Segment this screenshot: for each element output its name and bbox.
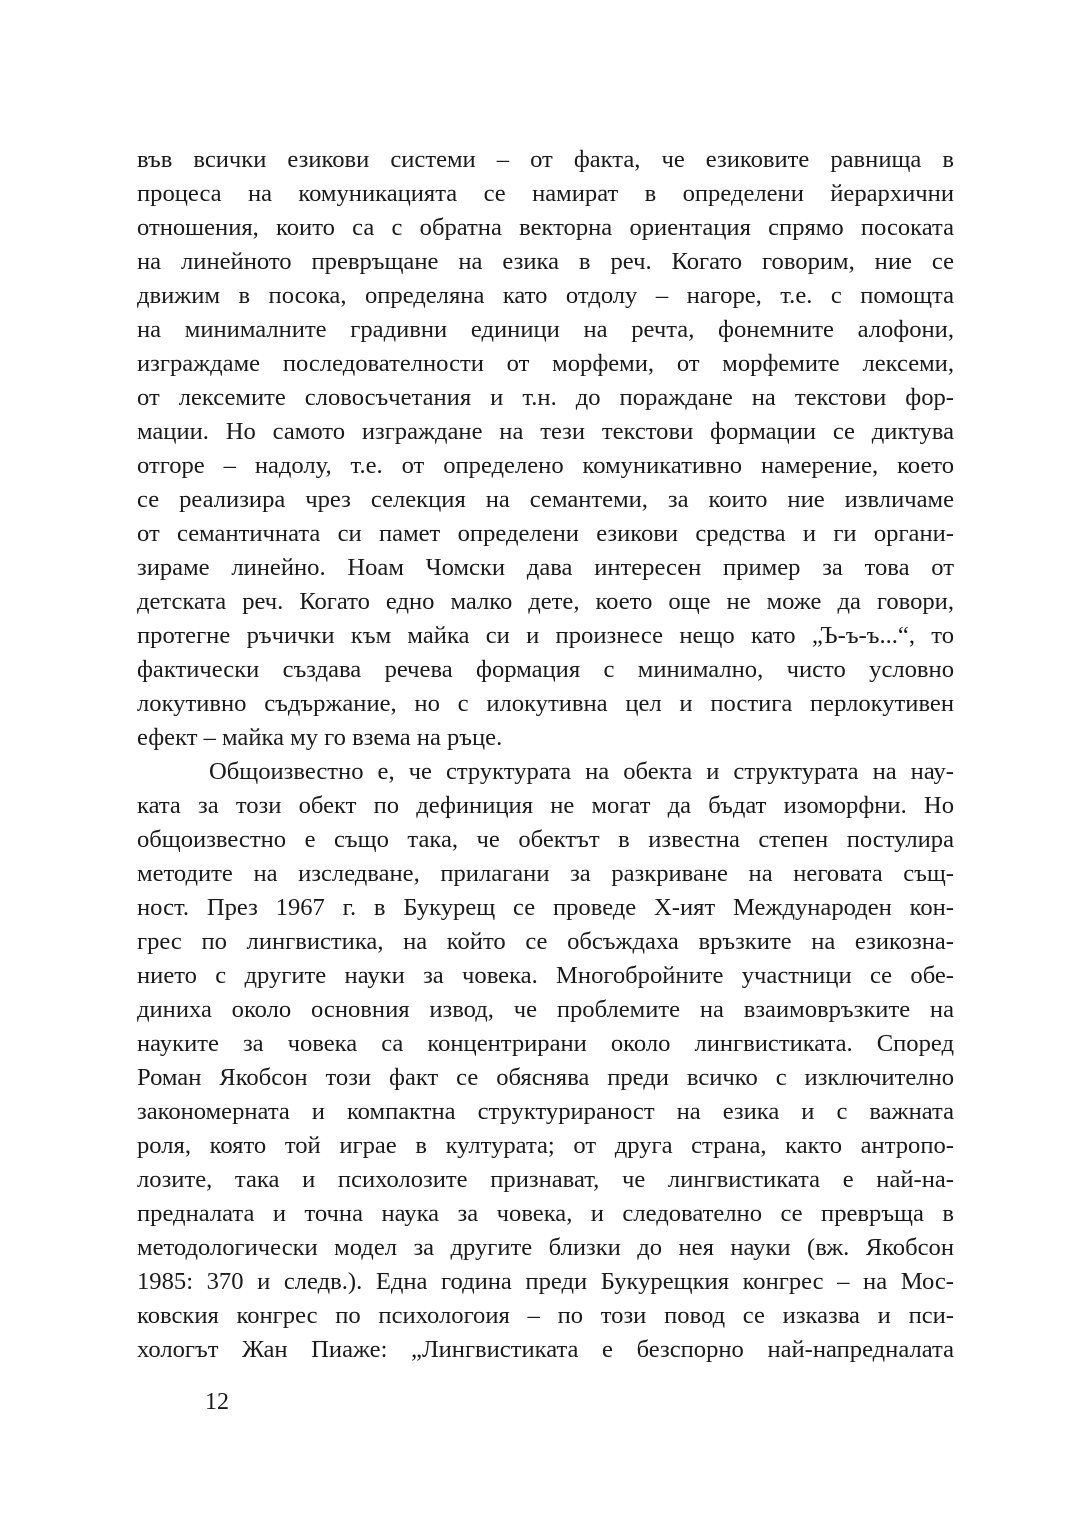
text-line: нието с другите науки за човека. Многобройните участници се обе- <box>137 962 954 989</box>
body-text <box>137 143 954 1367</box>
text-line: методологически модел за другите близки до нея науки (вж. Якобсон <box>137 1234 954 1261</box>
text-line: роля, която той играе в културата; от друга страна, както антропо- <box>137 1132 954 1159</box>
text-line: на линейното превръщане на езика в реч. Когато говорим, ние се <box>137 248 954 275</box>
text-line: ковския конгрес по психологоия – по този повод се изказва и пси- <box>137 1302 954 1329</box>
text-line: хологът Жан Пиаже: „Лингвистиката е безспорно най-напредналата <box>137 1336 954 1363</box>
paragraph-2 <box>137 755 954 1367</box>
text-line: детската реч. Когато едно малко дете, което още не може да говори, <box>137 588 954 615</box>
text-line: протегне ръчички към майка си и произнесе нещо като „Ъ-ъ-ъ...“, то <box>137 622 954 649</box>
text-line: фактически създава речева формация с минимално, чисто условно <box>137 656 954 683</box>
text-line: Роман Якобсон този факт се обяснява преди всичко с изключително <box>137 1064 954 1091</box>
text-line: отношения, които са с обратна векторна ориентация спрямо посоката <box>137 214 954 241</box>
text-line: зираме линейно. Ноам Чомски дава интересен пример за това от <box>137 554 954 581</box>
text-line: методите на изследване, прилагани за разкриване на неговата същ- <box>137 860 954 887</box>
text-line: ефект – майка му го взема на ръце. <box>137 724 503 751</box>
text-line: на минималните градивни единици на речта, фонемните алофони, <box>137 316 954 343</box>
paragraph-1 <box>137 143 954 755</box>
text-line: Общоизвестно е, че структурата на обекта и структурата на нау- <box>209 758 954 785</box>
text-line: лозите, така и психолозите признават, че лингвистиката е най-на- <box>137 1166 954 1193</box>
text-line: процеса на комуникацията се намират в определени йерархични <box>137 180 954 207</box>
text-line: локутивно съдържание, но с илокутивна цел и постига перлокутивен <box>137 690 954 717</box>
text-line: се реализира чрез селекция на семантеми, за които ние извличаме <box>137 486 954 513</box>
text-line: движим в посока, определяна като отдолу – нагоре, т.е. с помощта <box>137 282 954 309</box>
text-line: изграждаме последователности от морфеми, от морфемите лексеми, <box>137 350 954 377</box>
text-line: ката за този обект по дефиниция не могат да бъдат изоморфни. Но <box>137 792 954 819</box>
text-line: от семантичната си памет определени езикови средства и ги органи- <box>137 520 954 547</box>
text-line: науките за човека са концентрирани около лингвистиката. Според <box>137 1030 954 1057</box>
text-line: закономерната и компактна структурираност на езика и с важната <box>137 1098 954 1125</box>
page-number: 12 <box>205 1389 229 1415</box>
text-line: отгоре – надолу, т.е. от определено комуникативно намерение, което <box>137 452 954 479</box>
text-line: общоизвестно е също така, че обектът в известна степен постулира <box>137 826 954 853</box>
text-line: диниха около основния извод, че проблемите на взаимовръзките на <box>137 996 954 1023</box>
text-line: ност. През 1967 г. в Букурещ се проведе X-ият Международен кон- <box>137 894 954 921</box>
text-line: от лексемите словосъчетания и т.н. до пораждане на текстови фор- <box>137 384 954 411</box>
text-line: във всички езикови системи – от факта, че езиковите равнища в <box>137 146 954 173</box>
text-line: 1985: 370 и следв.). Една година преди Букурещкия конгрес – на Мос- <box>137 1268 954 1295</box>
text-line: грес по лингвистика, на който се обсъждаха връзките на езикозна- <box>137 928 954 955</box>
text-line: мации. Но самото изграждане на тези текстови формации се диктува <box>137 418 954 445</box>
text-line: предналата и точна наука за човека, и следователно се превръща в <box>137 1200 954 1227</box>
